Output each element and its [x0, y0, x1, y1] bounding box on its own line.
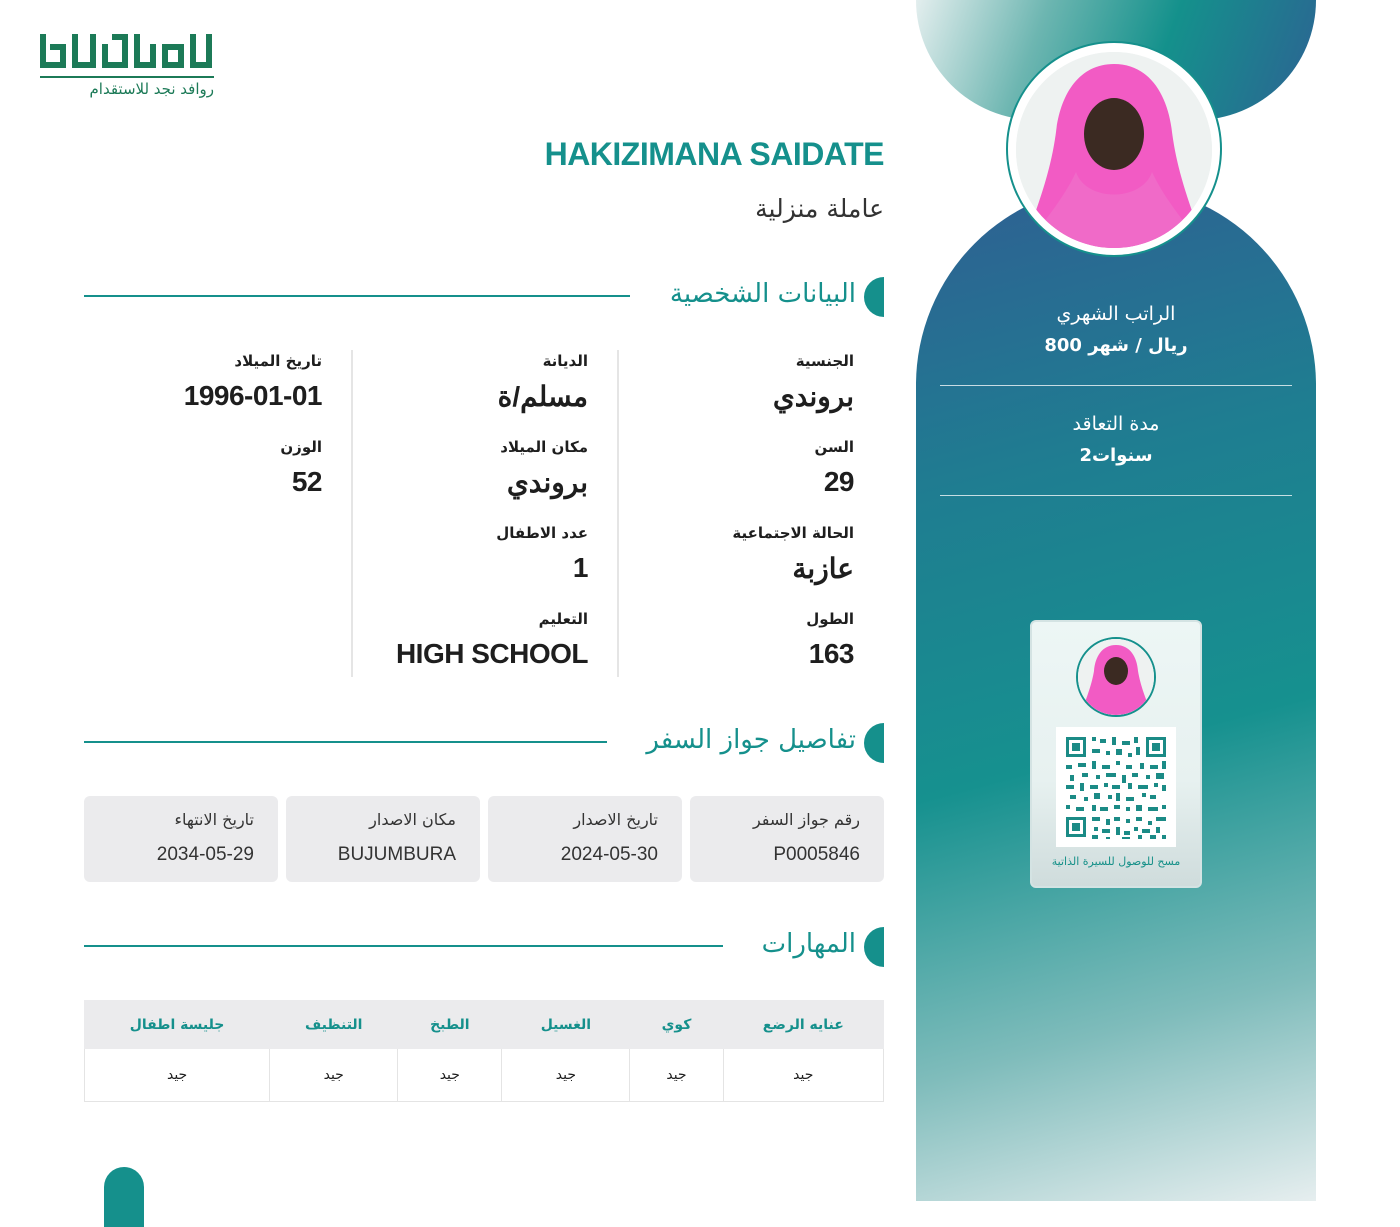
qr-caption: مسح للوصول للسيرة الذاتية: [1051, 855, 1181, 868]
skill-header: التنظيف: [270, 1001, 398, 1049]
passport-number-card: [690, 796, 884, 882]
weight-label: الوزن: [280, 438, 322, 456]
skill-header: جليسة اطفال: [85, 1001, 270, 1049]
children-value: 1: [572, 552, 588, 583]
height-label: الطول: [806, 610, 854, 628]
person-photo-icon: [1016, 52, 1212, 248]
section-marker: [864, 277, 884, 317]
section-divider: [84, 945, 723, 947]
footer-decoration: [104, 1167, 144, 1227]
rawafed-najd-logo-icon: [38, 30, 216, 80]
profile-photo: [1016, 52, 1212, 248]
skill-level: جيد: [630, 1049, 723, 1102]
religion-value: مسلم/ة: [497, 381, 588, 412]
passport-number-label: رقم جواز السفر: [752, 810, 860, 829]
height-value: 163: [808, 638, 854, 669]
skill-level: جيد: [85, 1049, 270, 1102]
passport-number-value: P0005846: [773, 844, 860, 865]
nationality-value: بروندي: [772, 381, 854, 412]
marital-status-label: الحالة الاجتماعية: [732, 524, 854, 542]
birthplace-label: مكان الميلاد: [500, 438, 588, 456]
qr-code-icon: [1056, 727, 1176, 847]
person-photo-icon: [1078, 639, 1154, 715]
personal-section-title: البيانات الشخصية: [669, 279, 856, 309]
skills-table: [84, 1000, 884, 1102]
skill-header: الطبخ: [398, 1001, 502, 1049]
qr-code[interactable]: [1056, 727, 1176, 847]
religion-label: الديانة: [542, 352, 588, 370]
contract-value: 2سنوات: [1079, 445, 1153, 466]
skills-section-title: المهارات: [761, 929, 856, 959]
nationality-label: الجنسية: [795, 352, 854, 370]
worker-role: عاملة منزلية: [755, 194, 884, 223]
passport-section-title: تفاصيل جواز السفر: [646, 725, 856, 755]
salary-label: الراتب الشهري: [1056, 303, 1176, 325]
birthplace-value: بروندي: [506, 467, 588, 498]
skill-level: جيد: [502, 1049, 630, 1102]
expiry-date-card: [84, 796, 278, 882]
expiry-date-value: 2034-05-29: [156, 844, 254, 865]
issue-place-card: [286, 796, 480, 882]
education-value: HIGH SCHOOL: [395, 638, 588, 669]
salary-value: 800 ريال / شهر: [1044, 335, 1188, 356]
skill-level: جيد: [270, 1049, 398, 1102]
worker-name: HAKIZIMANA SAIDATE: [544, 136, 884, 172]
skill-header: عنايه الرضع: [723, 1001, 883, 1049]
age-value: 29: [823, 466, 854, 497]
skills-level-row: [85, 1049, 884, 1102]
side-divider: [940, 495, 1292, 496]
section-marker: [864, 723, 884, 763]
company-logo: [38, 30, 216, 80]
expiry-date-label: تاريخ الانتهاء: [174, 810, 254, 829]
age-label: السن: [814, 438, 854, 456]
issue-date-label: تاريخ الاصدار: [573, 810, 658, 829]
section-divider: [84, 741, 607, 743]
issue-date-card: [488, 796, 682, 882]
section-divider: [84, 295, 630, 297]
contract-label: مدة التعاقد: [1072, 413, 1160, 435]
company-tagline: روافد نجد للاستقدام: [89, 80, 214, 98]
skills-header-row: [85, 1001, 884, 1049]
skill-header: كوي: [630, 1001, 723, 1049]
skill-header: الغسيل: [502, 1001, 630, 1049]
birthdate-label: تاريخ الميلاد: [234, 352, 322, 370]
children-label: عدد الاطفال: [496, 524, 588, 542]
birthdate-value: 1996-01-01: [183, 380, 322, 411]
side-divider: [940, 385, 1292, 386]
education-label: التعليم: [538, 610, 588, 628]
qr-profile-photo: [1076, 637, 1156, 717]
weight-value: 52: [291, 466, 322, 497]
issue-date-value: 2024-05-30: [560, 844, 658, 865]
issue-place-value: BUJUMBURA: [337, 844, 456, 865]
marital-status-value: عازبة: [792, 553, 854, 584]
skill-level: جيد: [398, 1049, 502, 1102]
section-marker: [864, 927, 884, 967]
skill-level: جيد: [723, 1049, 883, 1102]
issue-place-label: مكان الاصدار: [369, 810, 456, 829]
